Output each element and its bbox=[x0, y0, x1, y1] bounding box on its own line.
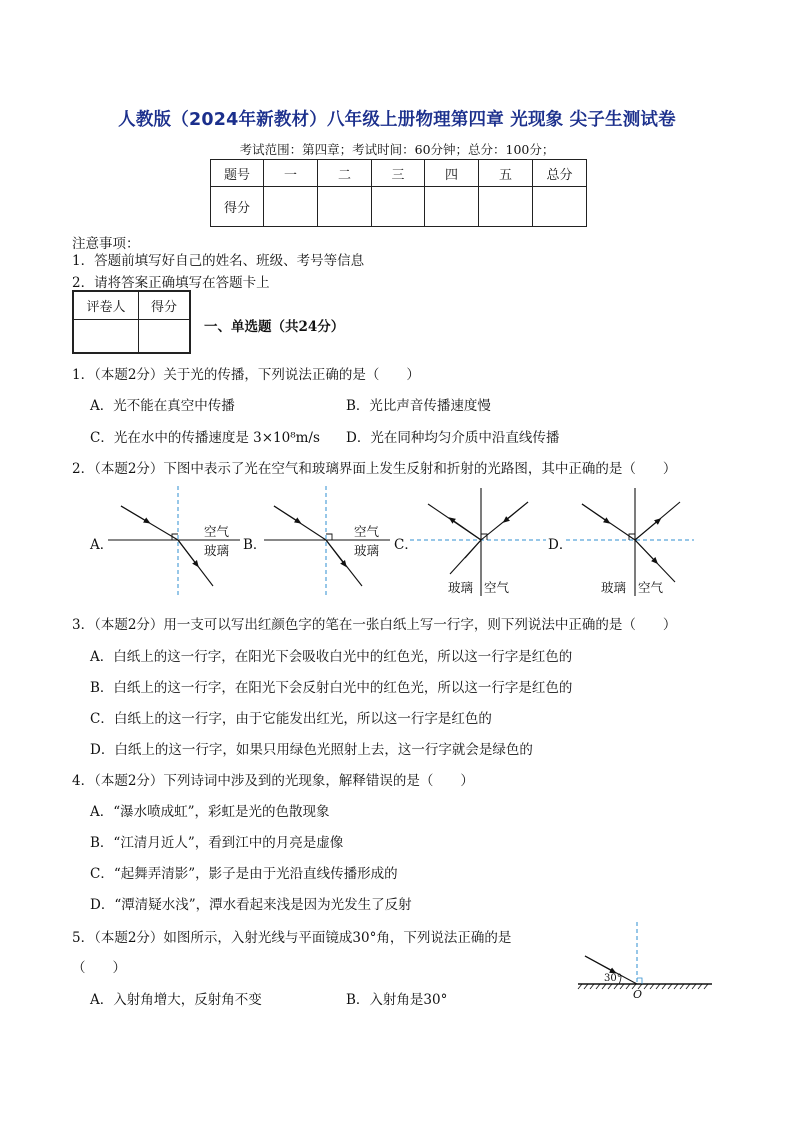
question-1-option-b[interactable]: B．光比声音传播速度慢 bbox=[346, 398, 491, 414]
question-3-option-a[interactable]: A．白纸上的这一行字，在阳光下会吸收白光中的红色光，所以这一行字是红色的 bbox=[90, 649, 573, 665]
diagram-c[interactable] bbox=[410, 488, 546, 596]
diagram-d-glass: 玻璃 bbox=[601, 580, 627, 595]
question-2-stem: 2．（本题2分）下图中表示了光在空气和玻璃界面上发生反射和折射的光路图，其中正确的是（ ） bbox=[72, 461, 677, 477]
question-1-option-d[interactable]: D．光在同种均匀介质中沿直线传播 bbox=[346, 430, 560, 446]
score-header-cell: 四 bbox=[425, 160, 479, 187]
question-1-stem: 1．（本题2分）关于光的传播，下列说法正确的是（ ） bbox=[72, 367, 420, 383]
score-header-cell: 一 bbox=[264, 160, 318, 187]
question-1-option-c[interactable]: C．光在水中的传播速度是 3×10⁸m/s bbox=[90, 430, 320, 446]
diagram-c-glass: 玻璃 bbox=[448, 580, 474, 595]
diagram-a-glass: 玻璃 bbox=[204, 543, 230, 558]
exam-info: 考试范围：第四章；考试时间：60分钟；总分：100分； bbox=[239, 142, 555, 157]
diagram-d-label[interactable]: D． bbox=[548, 537, 573, 553]
diagram-b-glass: 玻璃 bbox=[354, 543, 380, 558]
score-cell[interactable] bbox=[425, 187, 479, 227]
diagram-d[interactable] bbox=[566, 488, 694, 596]
question-5-option-a[interactable]: A．入射角增大，反射角不变 bbox=[90, 992, 262, 1008]
question-4-option-a[interactable]: A．“瀑水喷成虹”，彩虹是光的色散现象 bbox=[90, 804, 330, 820]
score-header-cell: 总分 bbox=[533, 160, 587, 187]
score-cell[interactable] bbox=[479, 187, 533, 227]
diagram-a-label[interactable]: A． bbox=[90, 537, 114, 553]
score-cell[interactable] bbox=[372, 187, 425, 227]
score-header-cell: 五 bbox=[479, 160, 533, 187]
question-4-option-d[interactable]: D．“潭清疑水浅”，潭水看起来浅是因为光发生了反射 bbox=[90, 897, 412, 913]
score-cell[interactable] bbox=[318, 187, 372, 227]
question-5-mirror-diagram bbox=[570, 918, 720, 1000]
diagram-b[interactable] bbox=[264, 486, 390, 598]
grader-score-label: 得分 bbox=[139, 291, 191, 319]
score-label-cell: 得分 bbox=[211, 187, 264, 227]
question-3-option-d[interactable]: D．白纸上的这一行字，如果只用绿色光照射上去，这一行字就会是绿色的 bbox=[90, 742, 533, 758]
section-heading: 一、单选题（共24分） bbox=[204, 319, 345, 335]
question-4-option-b[interactable]: B．“江清月近人”，看到江中的月亮是虚像 bbox=[90, 835, 344, 851]
score-header-cell: 三 bbox=[372, 160, 425, 187]
point-o-label: O bbox=[633, 988, 643, 1000]
diagram-c-air: 空气 bbox=[484, 580, 510, 595]
grader-table bbox=[72, 290, 191, 354]
notes-item: 2．请将答案正确填写在答题卡上 bbox=[72, 275, 270, 291]
question-4-option-c[interactable]: C．“起舞弄清影”，影子是由于光沿直线传播形成的 bbox=[90, 866, 398, 882]
question-5-stem: 5．（本题2分）如图所示，入射光线与平面镜成30°角，下列说法正确的是 bbox=[72, 930, 512, 946]
diagram-a-air: 空气 bbox=[204, 524, 230, 539]
question-3-option-c[interactable]: C．白纸上的这一行字，由于它能发出红光，所以这一行字是红色的 bbox=[90, 711, 492, 727]
question-5-option-b[interactable]: B．入射角是30° bbox=[346, 992, 448, 1008]
question-2-diagrams bbox=[0, 484, 794, 600]
question-3-stem: 3．（本题2分）用一支可以写出红颜色字的笔在一张白纸上写一行字，则下列说法中正确的是（ ） bbox=[72, 617, 677, 633]
exam-title: 人教版（2024年新教材）八年级上册物理第四章 光现象 尖子生测试卷 bbox=[118, 110, 676, 130]
score-header-cell: 题号 bbox=[211, 160, 264, 187]
diagram-a[interactable] bbox=[108, 486, 240, 598]
score-header-cell: 二 bbox=[318, 160, 372, 187]
grader-label: 评卷人 bbox=[73, 291, 139, 319]
question-4-stem: 4．（本题2分）下列诗词中涉及到的光现象，解释错误的是（ ） bbox=[72, 773, 474, 789]
question-5-paren: （ ） bbox=[72, 960, 126, 976]
notes-item: 1．答题前填写好自己的姓名、班级、考号等信息 bbox=[72, 253, 365, 269]
question-1-option-a[interactable]: A．光不能在真空中传播 bbox=[90, 398, 235, 414]
diagram-b-label[interactable]: B． bbox=[243, 537, 267, 553]
diagram-b-air: 空气 bbox=[354, 524, 380, 539]
diagram-c-label[interactable]: C． bbox=[394, 537, 418, 553]
diagram-d-air: 空气 bbox=[638, 580, 664, 595]
score-cell[interactable] bbox=[533, 187, 587, 227]
score-table bbox=[210, 159, 587, 227]
score-cell[interactable] bbox=[264, 187, 318, 227]
grader-cell[interactable] bbox=[73, 319, 139, 353]
notes-heading: 注意事项： bbox=[72, 236, 140, 252]
angle-label: 30° bbox=[604, 973, 622, 984]
question-3-option-b[interactable]: B．白纸上的这一行字，在阳光下会反射白光中的红色光，所以这一行字是红色的 bbox=[90, 680, 573, 696]
grader-cell[interactable] bbox=[139, 319, 191, 353]
